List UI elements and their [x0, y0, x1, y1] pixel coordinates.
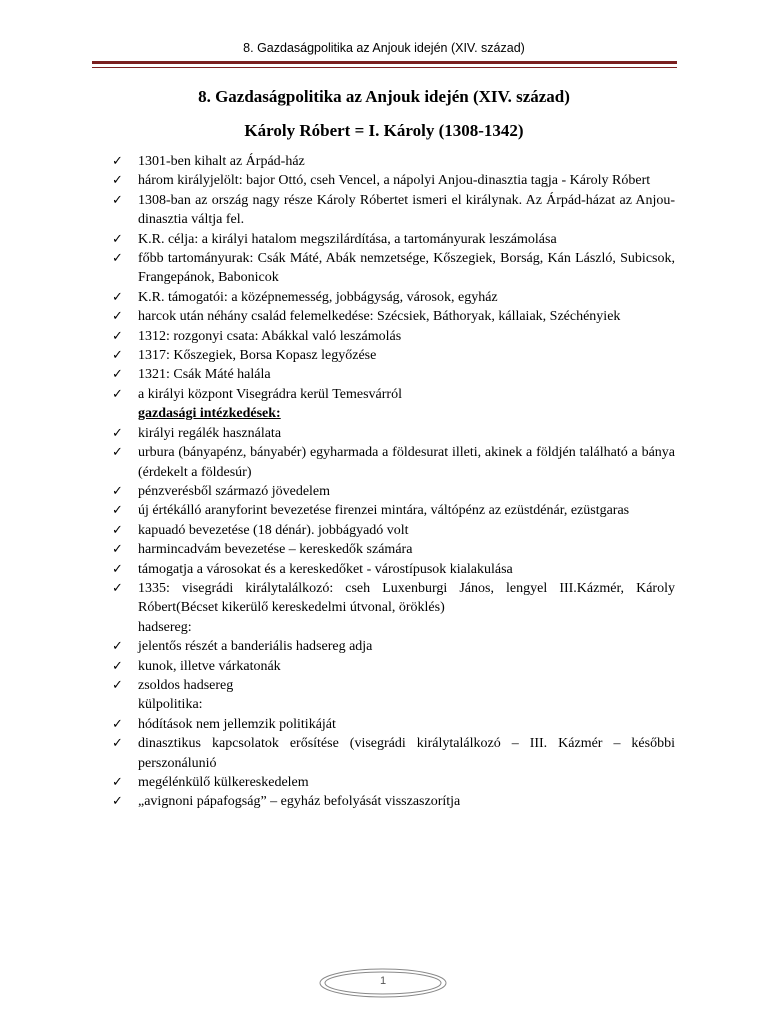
checklist-item [112, 365, 675, 384]
document-subtitle: Károly Róbert = I. Károly (1308-1342) [244, 121, 524, 140]
page-number: 1 [379, 975, 387, 987]
checkmark-icon: ✓ [112, 309, 123, 325]
item-text: zsoldos hadsereg [138, 677, 234, 693]
checkmark-icon: ✓ [112, 775, 123, 790]
item-text: a királyi központ Visegrádra kerül Temesvárról [138, 386, 402, 402]
checkmark-icon: ✓ [112, 658, 123, 674]
item-text: K.R. célja: a királyi hatalom megszilárdítása, a tartományurak leszámolása [138, 231, 557, 247]
checklist-item [112, 560, 675, 579]
checkmark-icon: ✓ [112, 561, 123, 577]
section-label [112, 695, 675, 714]
checklist-item [112, 501, 675, 520]
header-rule [92, 61, 677, 64]
checklist-item [112, 249, 675, 288]
checkmark-icon: ✓ [112, 173, 123, 189]
checklist-item [112, 443, 675, 482]
checklist-item [112, 307, 675, 326]
item-text: főbb tartományurak: Csák Máté, Abák nemzetsége, Kőszegiek, Borság, Kán László, Subicsok, Frangepánok, Babonicok [138, 251, 675, 286]
document-title: 8. Gazdaságpolitika az Anjouk idején (XIV. század) [198, 87, 570, 106]
item-text: K.R. támogatói: a középnemesség, jobbágyság, városok, egyház [138, 289, 498, 305]
checklist-item [112, 521, 675, 540]
item-text: 1335: visegrádi királytalálkozó: cseh Luxenburgi János, lengyel III.Kázmér, Károly Róbert(Bécset kikerülő kereskedelmi útvonal, öröklés) [138, 580, 675, 616]
item-text: gazdasági intézkedések: [138, 406, 281, 422]
item-text: pénzverésből származó jövedelem [138, 483, 331, 499]
checklist-item [112, 637, 675, 656]
item-text: támogatja a városokat és a kereskedőket - várostípusok kialakulása [138, 561, 513, 577]
checklist-item [112, 346, 675, 365]
item-text: 1301-ben kihalt az Árpád-ház [138, 154, 305, 169]
item-text: megélénkülő külkereskedelem [138, 775, 309, 790]
checkmark-icon: ✓ [112, 794, 123, 810]
item-text: kapuadó bevezetése (18 dénár). jobbágyadó volt [138, 522, 409, 538]
item-text: külpolitika: [138, 697, 203, 713]
checkmark-icon: ✓ [112, 503, 123, 519]
checkmark-icon: ✓ [112, 328, 123, 344]
checkmark-icon: ✓ [112, 154, 123, 169]
checkmark-icon: ✓ [112, 483, 123, 499]
item-text: harmincadvám bevezetése – kereskedők számára [138, 542, 413, 558]
item-text: 1308-ban az ország nagy része Károly Róbertet ismeri el királynak. Az Árpád-házat az Anjou-dinasztia váltja fel. [138, 192, 675, 228]
checkmark-icon: ✓ [112, 251, 123, 267]
checklist-item [112, 482, 675, 501]
checklist-item [112, 171, 675, 190]
checklist-item [112, 424, 675, 443]
checkmark-icon: ✓ [112, 639, 123, 655]
item-text: 1321: Csák Máté halála [138, 367, 271, 383]
item-text: 1312: rozgonyi csata: Abákkal való leszámolás [138, 328, 402, 344]
checklist-item [112, 657, 675, 676]
item-text: kunok, illetve várkatonák [138, 658, 281, 674]
checkmark-icon: ✓ [112, 736, 123, 752]
section-label [112, 618, 675, 637]
item-text: „avignoni pápafogság” – egyház befolyását visszaszorítja [138, 794, 461, 810]
checklist-item [112, 327, 675, 346]
item-text: 1317: Kőszegiek, Borsa Kopasz legyőzése [138, 348, 377, 364]
checkmark-icon: ✓ [112, 445, 123, 461]
header-rule-thin [92, 67, 677, 68]
checkmark-icon: ✓ [112, 386, 123, 402]
running-header: 8. Gazdaságpolitika az Anjouk idején (XIV. század) [243, 41, 525, 55]
checkmark-icon: ✓ [112, 522, 123, 538]
checklist-item [112, 792, 675, 811]
notes-list [112, 152, 675, 812]
checklist-item [112, 385, 675, 404]
checklist-item [112, 579, 675, 618]
checkmark-icon: ✓ [112, 580, 123, 596]
checkmark-icon: ✓ [112, 367, 123, 383]
checklist-item [112, 715, 675, 734]
checklist-item [112, 191, 675, 230]
checklist-item [112, 152, 675, 171]
checkmark-icon: ✓ [112, 231, 123, 247]
checkmark-icon: ✓ [112, 348, 123, 364]
checkmark-icon: ✓ [112, 677, 123, 693]
item-text: három királyjelölt: bajor Ottó, cseh Vencel, a nápolyi Anjou-dinasztia tagja - Károly Róbert [138, 173, 651, 189]
checklist-item [112, 540, 675, 559]
checklist-item [112, 288, 675, 307]
item-text: hódítások nem jellemzik politikáját [138, 716, 336, 732]
item-text: harcok után néhány család felemelkedése: Szécsiek, Báthoryak, kállaiak, Széchényiek [138, 309, 621, 325]
item-text: királyi regálék használata [138, 425, 282, 441]
checkmark-icon: ✓ [112, 542, 123, 558]
checkmark-icon: ✓ [112, 192, 123, 208]
checklist-item [112, 230, 675, 249]
section-heading [112, 404, 675, 423]
checklist-item [112, 773, 675, 792]
checkmark-icon: ✓ [112, 425, 123, 441]
item-text: hadsereg: [138, 619, 192, 635]
checklist-item [112, 676, 675, 695]
checklist-item [112, 734, 675, 773]
item-text: új értékálló aranyforint bevezetése firenzei mintára, váltópénz az ezüstdénár, ezüstgaras [138, 503, 630, 519]
item-text: jelentős részét a banderiális hadsereg adja [138, 639, 373, 655]
item-text: urbura (bányapénz, bányabér) egyharmada a földesurat illeti, akinek a földjén található a bánya (érdekelt a földesúr) [138, 445, 675, 480]
item-text: dinasztikus kapcsolatok erősítése (visegrádi királytalálkozó – III. Kázmér – későbbi perszonálunió [138, 736, 675, 771]
checkmark-icon: ✓ [112, 716, 123, 732]
checkmark-icon: ✓ [112, 289, 123, 305]
